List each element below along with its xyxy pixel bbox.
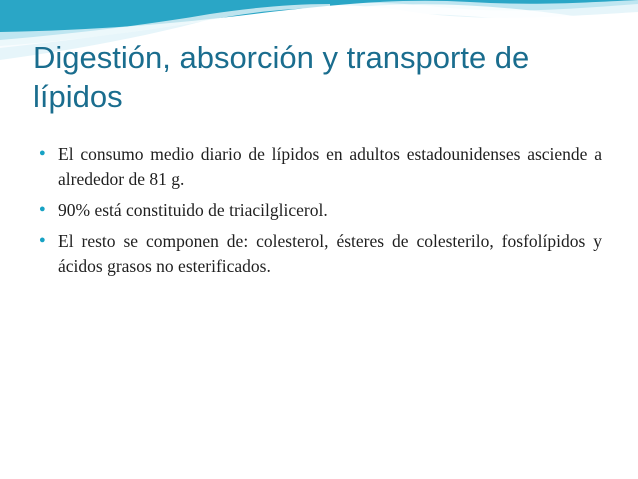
list-item [39,142,602,192]
bullet-text: El consumo medio diario de lípidos en adultos estadounidenses asciende a alrededor de 81 g. [58,144,602,189]
slide-title: Digestión, absorción y transporte de lípidos [33,40,530,114]
list-item [39,198,602,223]
list-item [39,229,602,279]
bullet-text: 90% está constituido de triacilglicerol. [58,200,328,220]
filled-circle-icon: ● [39,147,46,159]
bullet-text: El resto se componen de: colesterol, ésteres de colesterilo, fosfolípidos y ácidos grasos no esterificados. [58,231,602,276]
bullet-list [39,142,602,285]
filled-circle-icon: ● [39,203,46,215]
filled-circle-icon: ● [39,234,46,246]
